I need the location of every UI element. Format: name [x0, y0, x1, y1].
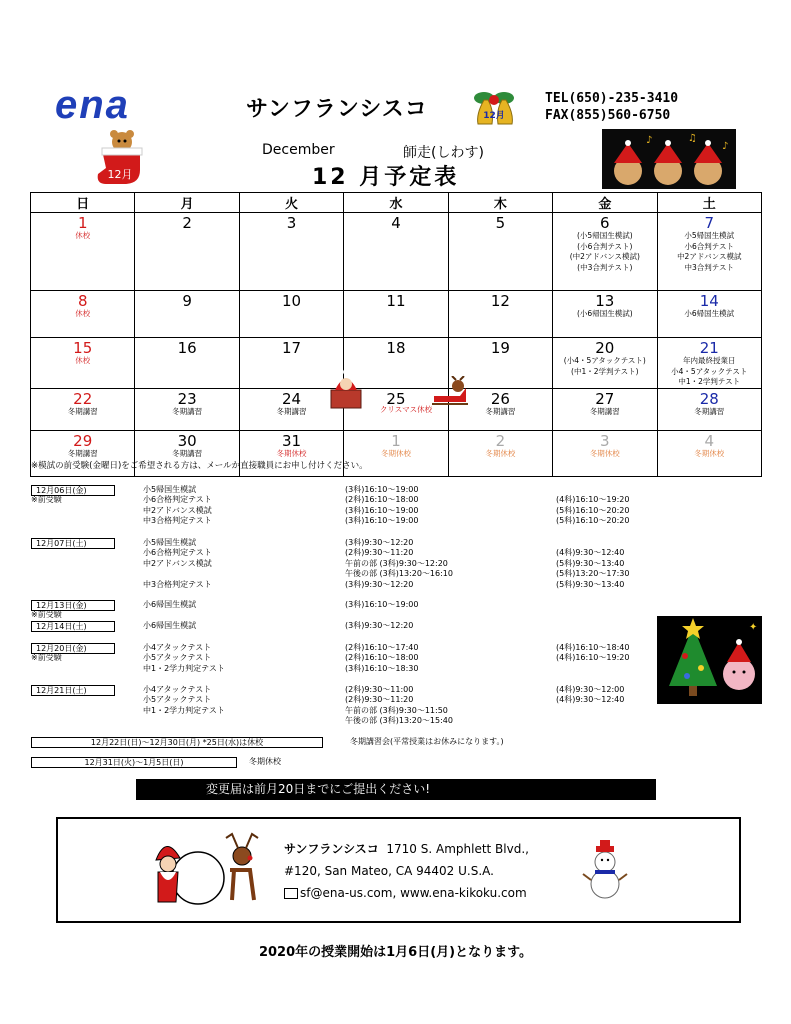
day-number: 3	[600, 431, 610, 450]
weekday-tue: 火	[239, 193, 343, 213]
day-number: 6	[600, 214, 610, 232]
svg-text:♪: ♪	[722, 141, 729, 152]
santa-chimney-icon	[327, 368, 365, 410]
email-and-website: sf@ena-us.com, www.ena-kikoku.com	[300, 886, 527, 900]
day-number: 30	[177, 431, 197, 450]
ornament-label: 12月	[483, 111, 505, 121]
day-number: 5	[495, 214, 506, 232]
day-note: 冬期休校	[589, 448, 620, 458]
day-number: 14	[699, 292, 719, 310]
calendar-day-cell	[657, 213, 761, 291]
day-number: 12	[490, 292, 510, 310]
day-note: クリスマス休校	[379, 404, 433, 414]
day-number: 21	[699, 339, 719, 357]
day-note: 休校	[75, 356, 91, 365]
pre-exam-label: ※前受験	[31, 495, 62, 504]
calendar-day-cell	[135, 338, 239, 389]
address-line-2: #120, San Mateo, CA 94402 U.S.A.	[284, 864, 494, 878]
calendar-week-row	[31, 213, 762, 291]
ena-logo	[55, 83, 180, 127]
exam-time-full: (4科)9:30〜12:40	[556, 695, 625, 705]
calendar-week-row	[31, 291, 762, 338]
day-note: (小4・5アタックテスト)	[563, 356, 646, 365]
exam-time-full: (5科)9:30〜13:40	[556, 558, 625, 568]
calendar-day-cell	[31, 291, 135, 338]
day-note: 冬期講習	[276, 406, 307, 416]
day-number: 28	[699, 389, 719, 408]
exam-time-full: (4科)9:30〜12:00	[556, 685, 625, 694]
day-number: 18	[386, 339, 406, 357]
schedule-date: 12月20日(金)	[31, 643, 115, 654]
day-note: 冬期講習	[485, 406, 516, 416]
exam-name: 小5アタックテスト	[143, 653, 212, 663]
calendar-day-cell	[448, 430, 552, 476]
calendar-table	[30, 192, 762, 477]
page-title: 12 月予定表	[312, 165, 460, 190]
day-number: 26	[490, 389, 510, 408]
day-number: 24	[282, 389, 302, 408]
month-japanese: 師走(しわす)	[403, 145, 484, 161]
exam-time-short: (3科)16:10〜19:00	[345, 600, 419, 609]
day-note: 冬期休校	[485, 448, 516, 458]
exam-name: 小6合格判定テスト	[143, 495, 212, 505]
day-note: 冬期休校	[380, 448, 411, 458]
day-number: 11	[386, 292, 406, 310]
contact-phone	[545, 90, 678, 124]
calendar-day-cell	[657, 388, 761, 430]
day-number: 29	[73, 431, 93, 450]
exam-time-short: (3科)9:30〜12:20	[345, 579, 414, 589]
day-note: 冬期講習	[67, 448, 98, 458]
day-number: 25	[386, 389, 406, 408]
branch-name: サンフランシスコ	[246, 97, 428, 122]
exam-time-short: (3科)9:30〜12:20	[345, 621, 414, 630]
month-english: December	[262, 142, 335, 158]
day-number: 23	[177, 389, 197, 408]
santa-reindeer-picture	[146, 830, 266, 906]
winter-holiday-desc: 冬期休校	[249, 757, 281, 766]
winter-holiday-range: 12月31日(火)〜1月5日(日)	[31, 757, 237, 768]
address-street: 1710 S. Amphlett Blvd.,	[386, 842, 529, 856]
svg-text:♫: ♫	[688, 133, 697, 144]
exam-time-short: 午後の部 (3科)13:20〜16:10	[345, 569, 453, 579]
exam-name: 中3合格判定テスト	[143, 579, 212, 589]
day-note: 冬期講習	[67, 406, 98, 416]
schedule-date: 12月06日(金)	[31, 485, 115, 496]
calendar-day-cell	[135, 213, 239, 291]
day-number: 22	[73, 389, 93, 408]
exam-time-full: (4科)9:30〜12:40	[556, 548, 625, 558]
change-notice-banner: 変更届は前月20日までにご提出ください!	[136, 779, 656, 800]
exam-time-short: (2科)16:10〜17:40	[345, 643, 419, 652]
day-number: 19	[490, 339, 510, 357]
day-note: 冬期講習	[172, 448, 203, 458]
exam-time-short: (3科)16:10〜18:30	[345, 663, 419, 673]
winter-course-desc: 冬期講習会(平常授業はお休みになります。)	[350, 737, 504, 746]
logo-text: ena	[55, 83, 130, 127]
day-number: 13	[595, 292, 615, 310]
exam-time-full: (4科)16:10〜19:20	[556, 653, 630, 663]
calendar-day-cell	[239, 213, 343, 291]
day-note: 休校	[75, 231, 91, 240]
exam-name: 中3合格判定テスト	[143, 516, 212, 526]
weekday-fri: 金	[553, 193, 657, 213]
calendar-day-cell	[553, 338, 657, 389]
day-note: 中3合判テスト	[684, 262, 734, 272]
calendar-day-cell	[553, 430, 657, 476]
exam-name: 小5帰国生模試	[143, 538, 197, 547]
tel-number: TEL(650)-235-3410	[545, 91, 679, 106]
weekday-thu: 木	[448, 193, 552, 213]
exam-time-short: (2科)9:30〜11:00	[345, 685, 414, 694]
calendar-day-cell	[344, 213, 448, 291]
weekday-header-row	[31, 193, 762, 213]
calendar-day-cell	[239, 291, 343, 338]
exam-name: 小4アタックテスト	[143, 643, 212, 652]
snowman-icon	[582, 840, 628, 902]
day-note: 休校	[75, 309, 91, 318]
footer-notice: 2020年の授業開始は1月6日(月)となります。	[258, 945, 533, 960]
calendar-day-cell	[448, 213, 552, 291]
weekday-mon: 月	[135, 193, 239, 213]
address-branch-name: サンフランシスコ	[284, 842, 379, 856]
svg-text:✦: ✦	[749, 622, 758, 633]
calendar-day-cell	[553, 388, 657, 430]
schedule-note: ※模試の前受験(金曜日)をご希望される方は、メールか直接職員にお申し付けください。	[31, 461, 368, 471]
day-note: 冬期講習	[694, 406, 725, 416]
calendar-day-cell	[657, 338, 761, 389]
calendar-day-cell	[344, 291, 448, 338]
day-number: 8	[77, 292, 88, 310]
day-note: 小4・5アタックテスト	[671, 366, 748, 376]
exam-time-full: (5科)9:30〜13:40	[556, 579, 625, 589]
day-number: 3	[286, 214, 297, 232]
day-note: 冬期講習	[589, 406, 620, 416]
day-number: 4	[704, 431, 715, 450]
calendar-day-cell	[31, 213, 135, 291]
email-icon	[284, 888, 298, 899]
exam-name: 中2アドバンス模試	[143, 558, 212, 568]
calendar-day-cell	[448, 291, 552, 338]
schedule-date: 12月14日(土)	[31, 621, 115, 632]
day-note: (小6帰国生模試)	[577, 309, 633, 318]
exam-name: 小5帰国生模試	[143, 485, 197, 494]
exam-time-short: 午前の部 (3科)9:30〜12:20	[345, 558, 448, 568]
calendar-day-cell	[657, 430, 761, 476]
day-note: 年内最終授業日	[683, 356, 736, 365]
singing-animals-picture	[602, 129, 736, 189]
day-number: 10	[282, 292, 302, 310]
calendar-day-cell	[657, 291, 761, 338]
day-note: 冬期休校	[694, 448, 725, 458]
exam-name: 小6帰国生模試	[143, 600, 197, 609]
christmas-bell-icon	[470, 88, 518, 132]
weekday-wed: 水	[344, 193, 448, 213]
weekday-sun: 日	[31, 193, 135, 213]
exam-name: 中1・2学力判定テスト	[143, 663, 225, 673]
exam-time-short: (3科)9:30〜12:20	[345, 538, 414, 547]
day-note: 小6帰国生模試	[684, 309, 735, 318]
day-number: 2	[182, 214, 192, 232]
exam-name: 中1・2学力判定テスト	[143, 705, 225, 715]
christmas-tree-pig-picture	[657, 616, 762, 704]
calendar-day-cell	[31, 338, 135, 389]
exam-time-short: 午前の部 (3科)9:30〜11:50	[345, 705, 448, 715]
exam-name: 小6帰国生模試	[143, 621, 197, 630]
pre-exam-label: ※前受験	[31, 610, 62, 619]
calendar-body	[31, 213, 762, 477]
day-note: 中2アドバンス模試	[677, 252, 742, 261]
day-note: 冬期休校	[276, 448, 307, 458]
day-note: (中2アドバンス模試)	[569, 252, 640, 261]
exam-time-short: (2科)9:30〜11:20	[345, 548, 414, 558]
calendar-week-row	[31, 338, 762, 389]
day-number: 20	[595, 339, 615, 357]
day-number: 17	[282, 339, 302, 357]
address-line-3	[284, 882, 529, 904]
weekday-sat: 土	[657, 193, 761, 213]
day-number: 1	[391, 431, 401, 450]
day-number: 15	[73, 339, 93, 357]
calendar-day-cell	[553, 213, 657, 291]
day-number: 27	[595, 389, 615, 408]
day-note: (中3合判テスト)	[577, 262, 633, 272]
day-number: 2	[495, 431, 506, 450]
stocking-bear-icon	[92, 126, 150, 188]
exam-time-full: (5科)16:10〜20:20	[556, 505, 630, 515]
exam-time-full: (4科)16:10〜19:20	[556, 495, 630, 505]
exam-time-short: (3科)16:10〜19:00	[345, 505, 419, 515]
exam-name: 小4アタックテスト	[143, 685, 212, 694]
exam-name: 小5アタックテスト	[143, 695, 212, 705]
calendar-day-cell	[135, 291, 239, 338]
schedule-date: 12月07日(土)	[31, 538, 115, 549]
day-number: 7	[704, 214, 715, 232]
address-block	[284, 838, 529, 904]
exam-name: 小6合格判定テスト	[143, 548, 212, 558]
day-note: 中1・2学判テスト	[678, 377, 741, 386]
calendar-day-cell	[135, 388, 239, 430]
day-number: 9	[182, 292, 192, 310]
day-note: (小5帰国生模試)	[577, 231, 633, 240]
exam-time-short: (2科)16:10〜18:00	[345, 495, 419, 505]
winter-course-range: 12月22日(日)〜12月30日(月) *25日(水)は休校	[31, 737, 323, 748]
day-number: 1	[77, 214, 88, 232]
calendar-day-cell	[31, 388, 135, 430]
exam-time-full: (4科)16:10〜18:40	[556, 643, 630, 652]
day-number: 31	[282, 431, 302, 450]
exam-time-full: (5科)13:20〜17:30	[556, 569, 630, 579]
reindeer-sleigh-icon	[430, 376, 470, 408]
pre-exam-label: ※前受験	[31, 653, 62, 662]
day-number: 4	[391, 214, 401, 232]
stocking-label: 12月	[107, 168, 133, 181]
day-note: (小6合判テスト)	[577, 241, 633, 251]
schedule-date: 12月21日(土)	[31, 685, 115, 696]
day-note: 小5帰国生模試	[684, 231, 735, 240]
svg-text:♪: ♪	[646, 135, 653, 146]
schedule-date: 12月13日(金)	[31, 600, 115, 611]
exam-time-short: (3科)16:10〜19:00	[345, 485, 419, 494]
exam-time-short: 午後の部 (3科)13:20〜15:40	[345, 716, 453, 726]
exam-time-full: (5科)16:10〜20:20	[556, 516, 630, 526]
exam-time-short: (3科)16:10〜19:00	[345, 516, 419, 526]
exam-time-short: (2科)9:30〜11:20	[345, 695, 414, 705]
address-line-1	[284, 838, 529, 860]
day-number: 16	[177, 339, 197, 357]
day-note: 小6合判テスト	[684, 241, 734, 251]
calendar-day-cell	[553, 291, 657, 338]
exam-name: 中2アドバンス模試	[143, 505, 212, 515]
day-note: 冬期講習	[172, 406, 203, 416]
exam-time-short: (2科)16:10〜18:00	[345, 653, 419, 663]
calendar-week-row	[31, 388, 762, 430]
fax-number: FAX(855)560-6750	[545, 108, 671, 123]
day-note: (中1・2学判テスト)	[571, 366, 639, 376]
